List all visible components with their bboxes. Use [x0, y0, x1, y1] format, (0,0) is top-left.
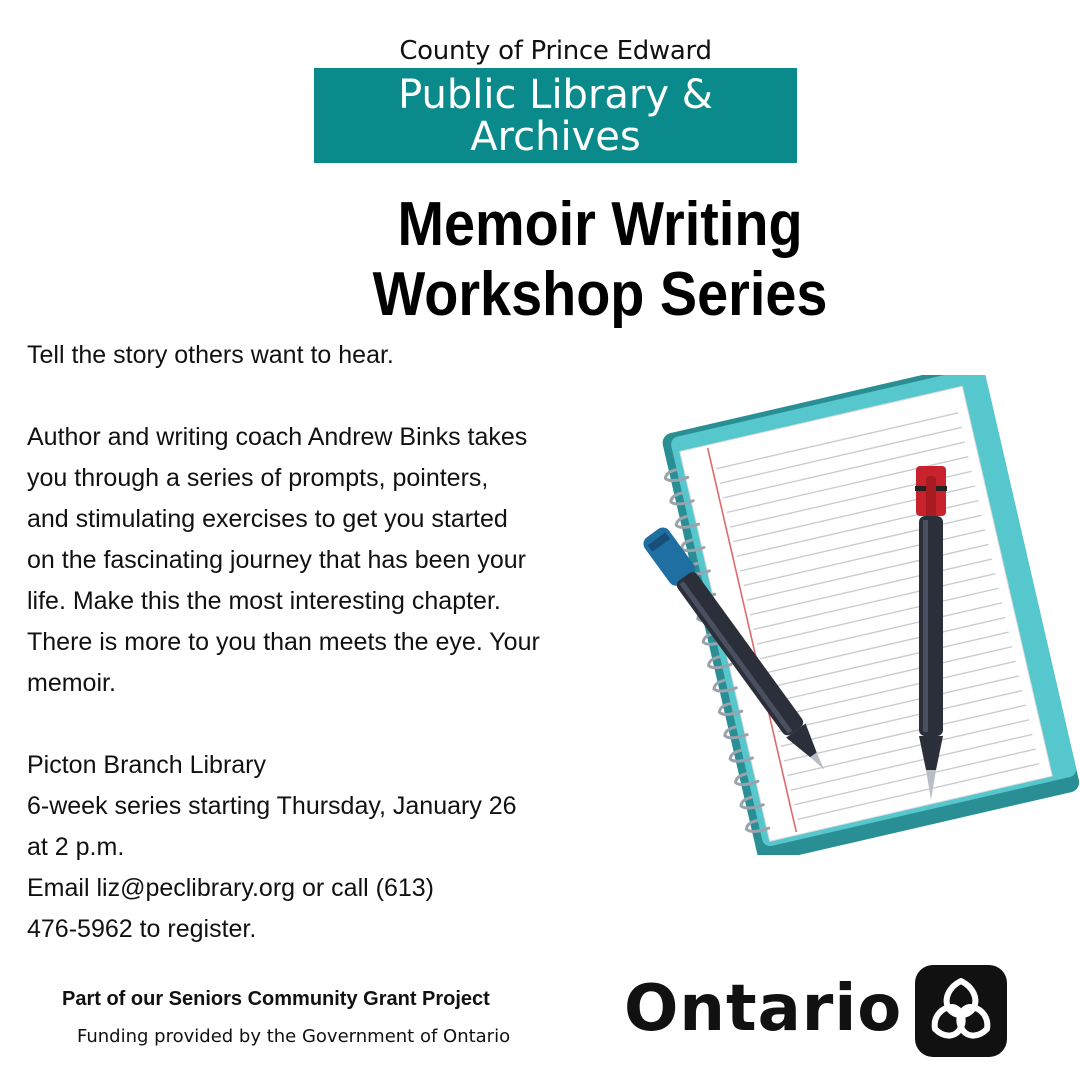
body-text — [27, 335, 627, 950]
location: Picton Branch Library — [27, 751, 267, 779]
grant-project: Part of our Seniors Community Grant Project — [62, 988, 490, 1010]
funding-note: Funding provided by the Government of Ontario — [77, 1026, 511, 1047]
description-line: and stimulating exercises to get you started — [27, 505, 508, 533]
schedule: 6-week series starting Thursday, January 26 — [27, 792, 517, 820]
description-line: on the fascinating journey that has been your — [27, 546, 526, 574]
description-line: memoir. — [27, 669, 116, 697]
title-line1: Memoir Writing — [397, 190, 803, 259]
notebook-with-pens-icon — [600, 375, 1080, 855]
page-title — [339, 190, 861, 330]
library-name-line2: Archives — [470, 114, 641, 160]
description-line: There is more to you than meets the eye. Your — [27, 628, 540, 656]
description-line: you through a series of prompts, pointers, — [27, 464, 489, 492]
contact-line: 476-5962 to register. — [27, 915, 257, 943]
schedule-time: at 2 p.m. — [27, 833, 125, 861]
title-line2: Workshop Series — [372, 260, 828, 329]
description-line: Author and writing coach Andrew Binks takes — [27, 423, 528, 451]
tagline: Tell the story others want to hear. — [27, 341, 394, 369]
library-name-line1: Public Library & — [398, 72, 713, 118]
description-line: life. Make this the most interesting chapter. — [27, 587, 501, 615]
ontario-trillium-icon — [913, 963, 1009, 1059]
library-banner — [314, 68, 797, 163]
ontario-wordmark: Ontario — [624, 972, 903, 1046]
contact-line: Email liz@peclibrary.org or call (613) — [27, 874, 434, 902]
org-name: County of Prince Edward — [399, 36, 712, 66]
